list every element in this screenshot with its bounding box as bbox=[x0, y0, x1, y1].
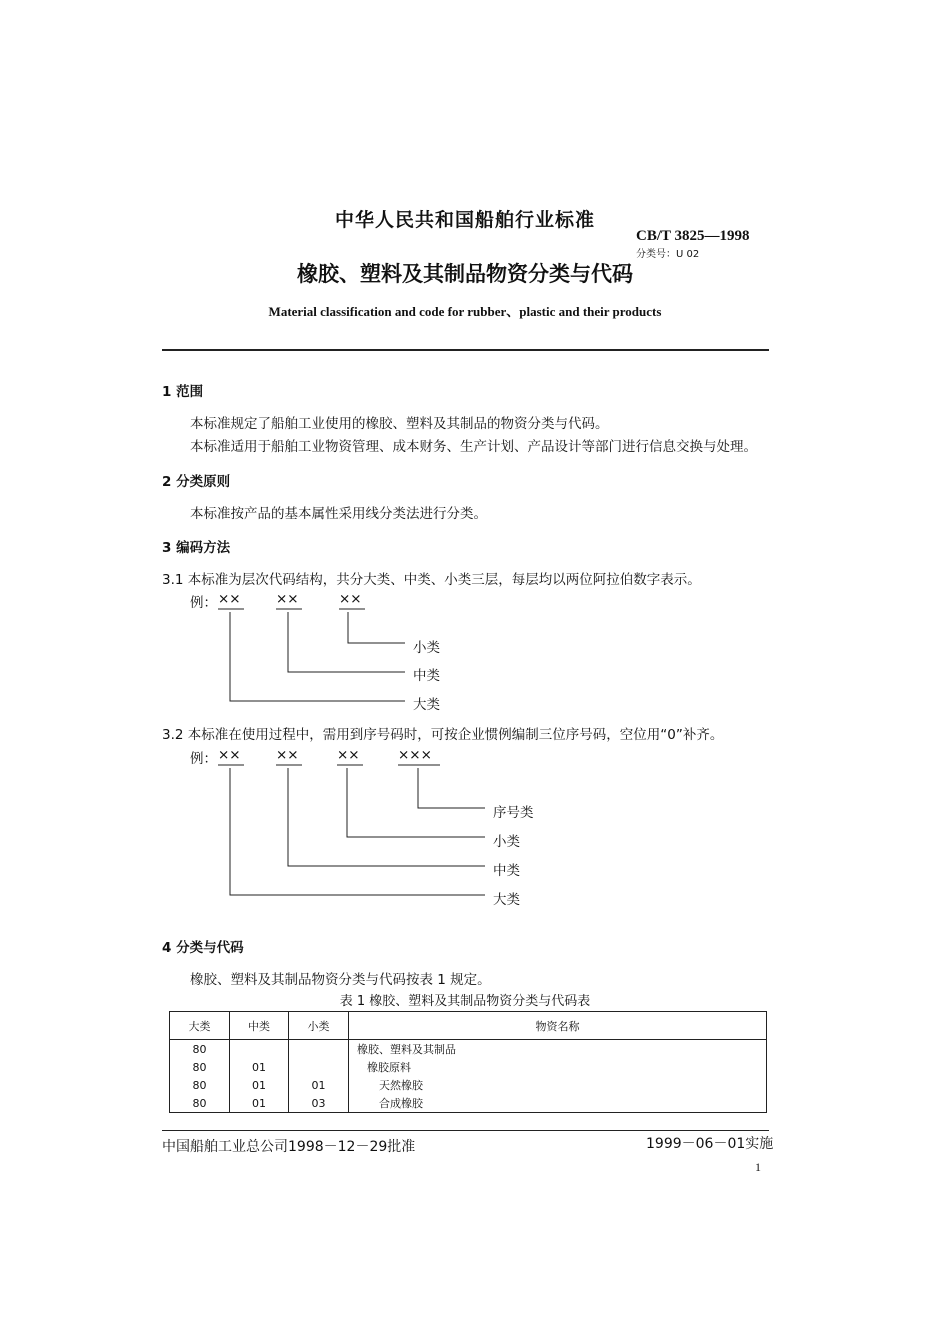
header-minor-class: 小类 bbox=[289, 1012, 349, 1040]
cell-minor: 01 bbox=[289, 1076, 349, 1094]
example-1-code-major: ×× bbox=[218, 591, 241, 607]
example-2-label-middle: 中类 bbox=[493, 863, 520, 879]
cell-material-name: 天然橡胶 bbox=[349, 1076, 767, 1094]
standard-code: CB/T 3825—1998 bbox=[636, 228, 750, 244]
example-1-connector-middle bbox=[288, 612, 405, 672]
cell-middle: 01 bbox=[230, 1094, 289, 1113]
cell-material-name: 合成橡胶 bbox=[349, 1094, 767, 1113]
cell-middle: 01 bbox=[230, 1058, 289, 1076]
example-1-label-middle: 中类 bbox=[413, 668, 440, 684]
cell-middle: 01 bbox=[230, 1076, 289, 1094]
cell-minor bbox=[289, 1058, 349, 1076]
example-1-label-major: 大类 bbox=[413, 697, 440, 713]
classification-number: 分类号：U 02 bbox=[636, 249, 700, 260]
table-row bbox=[170, 1076, 767, 1094]
example-2-prefix: 例： bbox=[190, 751, 217, 767]
table-header-row bbox=[170, 1012, 767, 1040]
page-number: 1 bbox=[755, 1160, 761, 1174]
table-row bbox=[170, 1058, 767, 1076]
cell-major: 80 bbox=[170, 1040, 230, 1059]
cell-material-name: 橡胶、塑料及其制品 bbox=[349, 1040, 767, 1059]
section-1-heading: 1 范围 bbox=[162, 384, 204, 400]
cell-minor: 03 bbox=[289, 1094, 349, 1113]
table-row bbox=[170, 1094, 767, 1113]
example-1-connector-major bbox=[230, 612, 405, 701]
cell-major: 80 bbox=[170, 1076, 230, 1094]
table-title: 表 1 橡胶、塑料及其制品物资分类与代码表 bbox=[339, 994, 591, 1009]
cell-major: 80 bbox=[170, 1058, 230, 1076]
example-2-label-major: 大类 bbox=[493, 892, 520, 908]
section-1-paragraph-2: 本标准适用于船舶工业物资管理、成本财务、生产计划、产品设计等部门进行信息交换与处理。 bbox=[190, 439, 757, 455]
cell-middle bbox=[230, 1040, 289, 1059]
example-2-connector-middle bbox=[288, 768, 485, 866]
section-3-heading: 3 编码方法 bbox=[162, 540, 231, 556]
cell-minor bbox=[289, 1040, 349, 1059]
section-1-paragraph-1: 本标准规定了船舶工业使用的橡胶、塑料及其制品的物资分类与代码。 bbox=[190, 416, 609, 432]
example-2-label-minor: 小类 bbox=[493, 834, 520, 850]
section-3-2-text: 3.2 本标准在使用过程中，需用到序号码时，可按企业惯例编制三位序号码，空位用“0”补齐。 bbox=[162, 727, 724, 743]
example-2-code-major: ×× bbox=[218, 747, 241, 763]
header-material-name: 物资名称 bbox=[349, 1012, 767, 1040]
example-2-connector-major bbox=[230, 768, 485, 895]
example-2-connector-serial bbox=[418, 768, 485, 808]
example-1-code-middle: ×× bbox=[276, 591, 299, 607]
example-2-code-serial: ××× bbox=[398, 747, 432, 763]
cell-major: 80 bbox=[170, 1094, 230, 1113]
example-2-connector-minor bbox=[347, 768, 485, 837]
header-middle-class: 中类 bbox=[230, 1012, 289, 1040]
document-title-english: Material classification and code for rubber、plastic and their products bbox=[268, 304, 662, 319]
cell-material-name: 橡胶原料 bbox=[349, 1058, 767, 1076]
implementation-date: 1999－06－01实施 bbox=[646, 1136, 774, 1152]
section-2-paragraph-1: 本标准按产品的基本属性采用线分类法进行分类。 bbox=[190, 506, 487, 522]
document-title: 橡胶、塑料及其制品物资分类与代码 bbox=[297, 262, 633, 286]
example-1-label-minor: 小类 bbox=[413, 640, 440, 656]
footer-divider bbox=[162, 1130, 769, 1131]
section-2-heading: 2 分类原则 bbox=[162, 474, 231, 490]
table-row bbox=[170, 1040, 767, 1059]
header-major-class: 大类 bbox=[170, 1012, 230, 1040]
example-2-label-serial: 序号类 bbox=[493, 805, 534, 821]
example-2-code-middle: ×× bbox=[276, 747, 299, 763]
classification-table bbox=[169, 1011, 767, 1113]
standard-body: 中华人民共和国船舶行业标准 bbox=[334, 209, 595, 231]
approval-line: 中国船舶工业总公司1998－12－29批准 bbox=[162, 1139, 416, 1155]
example-1-code-minor: ×× bbox=[339, 591, 362, 607]
section-3-1-text: 3.1 本标准为层次代码结构，共分大类、中类、小类三层，每层均以两位阿拉伯数字表示。 bbox=[162, 572, 701, 588]
section-4-heading: 4 分类与代码 bbox=[162, 940, 244, 956]
example-1-prefix: 例： bbox=[190, 595, 217, 611]
example-2-code-minor: ×× bbox=[337, 747, 360, 763]
section-4-paragraph-1: 橡胶、塑料及其制品物资分类与代码按表 1 规定。 bbox=[190, 972, 491, 988]
example-1-connector-minor bbox=[348, 612, 405, 643]
